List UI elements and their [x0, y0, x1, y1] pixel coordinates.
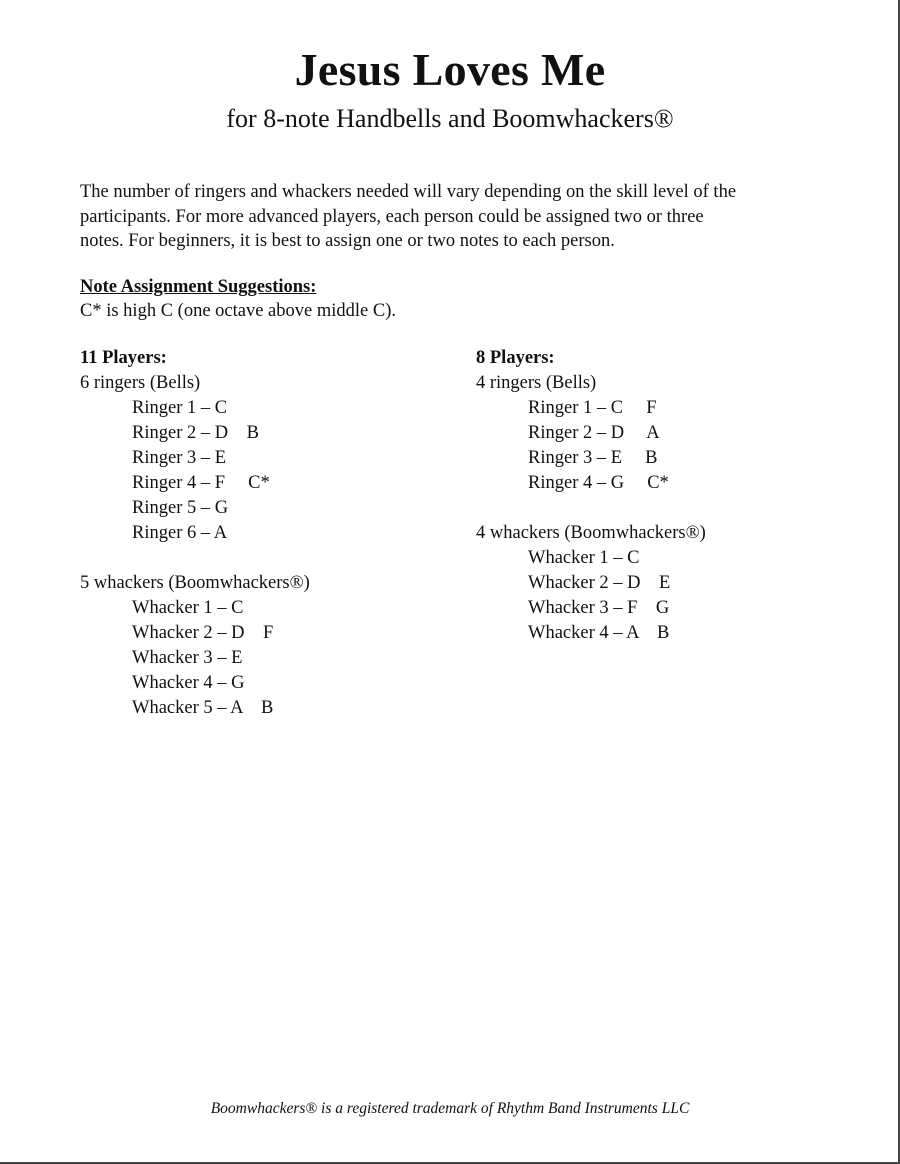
whacker-entry: Whacker 4 – A B [528, 623, 670, 643]
ringer-entry: Ringer 2 – D A [528, 423, 660, 443]
ringer-entry: Ringer 6 – A [132, 523, 228, 543]
ringer-entry: Ringer 3 – E B [528, 448, 658, 468]
whacker-entry: Whacker 1 – C [528, 548, 640, 568]
assignment-heading: Note Assignment Suggestions: [80, 277, 317, 297]
whacker-entry: Whacker 3 – F G [528, 598, 670, 618]
intro-line: participants. For more advanced players, each person could be assigned two or three [80, 206, 704, 227]
whacker-entry: Whacker 2 – D F [132, 623, 274, 643]
high-c-note: C* is high C (one octave above middle C). [80, 301, 396, 321]
whacker-entry: Whacker 1 – C [132, 598, 244, 618]
eleven-players-title: 11 Players: [80, 348, 167, 368]
ringer-entry: Ringer 5 – G [132, 498, 229, 518]
page-title: Jesus Loves Me [294, 44, 606, 95]
ringer-entry: Ringer 2 – D B [132, 423, 259, 443]
eleven-whackers-label: 5 whackers (Boomwhackers®) [80, 573, 310, 593]
whacker-entry: Whacker 5 – A B [132, 698, 274, 718]
intro-paragraph [80, 180, 840, 254]
ringer-entry: Ringer 1 – C F [528, 398, 657, 418]
ringer-entry: Ringer 4 – G C* [528, 473, 669, 493]
page-subtitle: for 8-note Handbells and Boomwhackers® [226, 104, 674, 133]
trademark-footer: Boomwhackers® is a registered trademark of Rhythm Band Instruments LLC [210, 1100, 690, 1117]
ringer-entry: Ringer 1 – C [132, 398, 228, 418]
whacker-entry: Whacker 2 – D E [528, 573, 671, 593]
eight-whackers-label: 4 whackers (Boomwhackers®) [476, 523, 706, 543]
spacer [476, 496, 856, 521]
intro-line: The number of ringers and whackers needed will vary depending on the skill level of the [80, 182, 737, 202]
eight-ringers-label: 4 ringers (Bells) [476, 373, 597, 393]
ringer-entry: Ringer 3 – E [132, 448, 227, 468]
eight-players-title: 8 Players: [476, 348, 555, 368]
whacker-entry: Whacker 3 – E [132, 648, 243, 668]
ringer-entry: Ringer 4 – F C* [132, 473, 270, 493]
eleven-players-column [80, 346, 460, 721]
eight-players-column [476, 346, 856, 646]
eleven-ringers-label: 6 ringers (Bells) [80, 373, 201, 393]
intro-line: notes. For beginners, it is best to assign one or two notes to each person. [80, 231, 615, 251]
spacer [80, 546, 460, 571]
whacker-entry: Whacker 4 – G [132, 673, 245, 693]
